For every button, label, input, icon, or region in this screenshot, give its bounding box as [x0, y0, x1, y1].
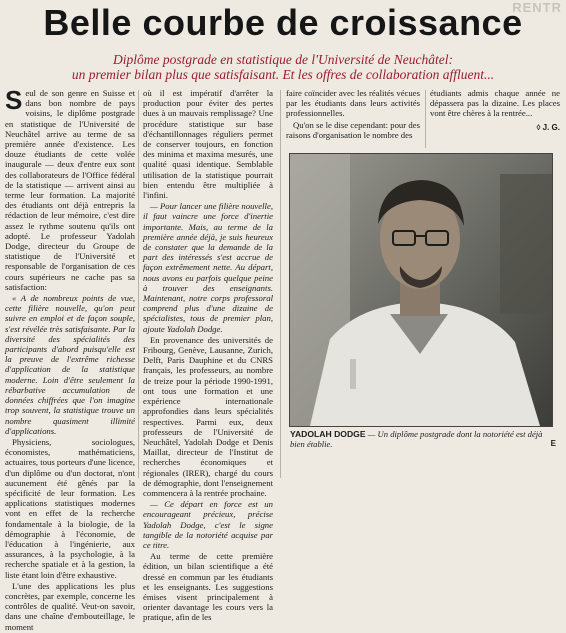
lead-text: eul de son genre en Suisse et dans bon nombre de pays voisins, le diplôme postgrade en statistique de l'Université de Neuchâtel arrive au terme de sa première année d'existence. Les douze étudiants de cette volée inaugurale — deux d'entre eux sont des collaborateurs de l'Office fédéral de la statistique — arrivent ainsi au terme leur formation. La majorité des étudiants ont déjà entrepris la rédaction de leur mémoire, c'est dire assez le rythme soutenu qu'ils ont adopté. Le professeur Yadolah Dodge, directeur du Groupe de statistique de l'Université et responsable de l'organisation de ces cours supérieurs ne cache pas sa satisfaction:: [5, 88, 135, 292]
caption-page-letter: E: [550, 439, 556, 448]
column-divider: [280, 90, 281, 478]
column-divider: [425, 90, 426, 148]
body-paragraph: Physiciens, sociologues, économistes, mathématiciens, actuaires, tous porteurs d'une licence, d'un diplôme ou d'un doctorat, n'ont aucunement été gênés par la spécificité de leur formation. Les applications statistiques modernes vont en effet de la recherche fondamentale à la biologie, de la démographie à l'économie, de l'éducation à l'ingénierie, aux assurances, à la psychologie, à la recherche spatiale et à la gestion, la liste étant loin d'être exhaustive.: [5, 436, 135, 580]
article-title: Belle courbe de croissance: [43, 2, 523, 43]
photo-caption: [290, 429, 556, 449]
body-paragraph: Qu'on se le dise cependant: pour des raisons d'organisation le nombre des: [286, 119, 420, 140]
body-paragraph: L'une des applications les plus concrètes, par exemple, concerne les contrôles de qualité. Veut-on savoir, dans une chaîne d'embouteillage, le moment: [5, 580, 135, 632]
drop-cap: S: [5, 85, 23, 115]
body-paragraph: où il est impératif d'arrêter la production pour éviter des pertes dues à un mauvais remplissage? Une procédure statistique sur base d'échantillonnages réguliers permet de conserver toujours, en fonction des minima et maxima mesurés, une qualité quasi identique. Semblable utilisation de la statistique pourrait bien entendu être multipliée à l'infini.: [143, 88, 273, 201]
quote-paragraph: — Ce départ en force est un encourageant précieux, précise Yadolah Dodge, c'est le signe tangible de la notoriété acquise par ce titre.: [143, 499, 273, 550]
author-signature: ◊ J. G.: [536, 122, 560, 132]
subtitle-line-1: Diplôme postgrade en statistique de l'Université de Neuchâtel:: [113, 52, 453, 67]
column-4: [430, 88, 560, 133]
article-subtitle: [10, 52, 556, 82]
quote-paragraph: — Pour lancer une filière nouvelle, il faut vaincre une force d'inertie importante. Mais, au terme de la première année déjà, je suis heureux de constater que la demande de la part des intéressés s'est accrue de façon extrêmement nette. Au départ, nous avons eu parfois quelque peine à trouver des enseignants. Maintenant, notre corps professoral comprend plus d'une dizaine de spécialistes, tous de premier plan, ajoute Yadolah Dodge.: [143, 201, 273, 334]
caption-text: — Un diplôme postgrade dont la notoriété est déjà bien établie.: [290, 429, 543, 449]
body-paragraph: faire coïncider avec les réalités vécues par les étudiants dans leurs activités professionnelles.: [286, 88, 420, 119]
background-masthead-text: RENTR: [512, 0, 562, 15]
subtitle-line-2: un premier bilan plus que satisfaisant. Et les offres de collaboration affluent...: [71, 67, 495, 82]
portrait-photo: [289, 153, 553, 427]
caption-name: YADOLAH DODGE: [290, 429, 366, 439]
quote-paragraph: « A de nombreux points de vue, cette filière nouvelle, qu'on peut suivre en emploi et de façon souple, s'est révélée très satisfaisante. Par la diversité des spécialités des participants d'abord puisqu'elle est la preuve de l'extrême richesse d'application de la statistique moderne. Loin d'être seulement la rébarbative accumulation de données chiffrées que l'on imagine trop souvent, la statistique trouve un nombre quasiment illimité d'applications.: [5, 293, 135, 436]
column-1: [5, 85, 135, 633]
column-3: [286, 88, 420, 148]
body-paragraph: En provenance des universités de Fribourg, Genève, Lausanne, Zurich, Delft, Paris Dauphine et du CNRS français, les professeurs, au nombre de treize pour la période 1990-1991, ont tous une formation et une expérience internationale approfondies dans leurs spécialités respectives. Parmi eux, deux professeurs de l'Université de Neuchâtel, Yadolah Dodge et Denis Maillat, directeur de l'Institut de recherches économiques et régionales (IRER), chargé du cours de démographie, dont l'enseignement commencera à la rentrée prochaine.: [143, 334, 273, 498]
column-divider: [138, 90, 139, 478]
column-2: [143, 88, 273, 624]
lead-paragraph: [5, 85, 135, 292]
body-paragraph: étudiants admis chaque année ne dépassera pas la dizaine. Les places vont être chères à la rentrée...: [430, 88, 560, 119]
body-paragraph: Au terme de cette première édition, un bilan scientifique a été dressé en commun par les étudiants et les enseignants. Les suggestions émises visent principalement à orienter davantage les cours vers la pratique, afin de les: [143, 551, 273, 623]
